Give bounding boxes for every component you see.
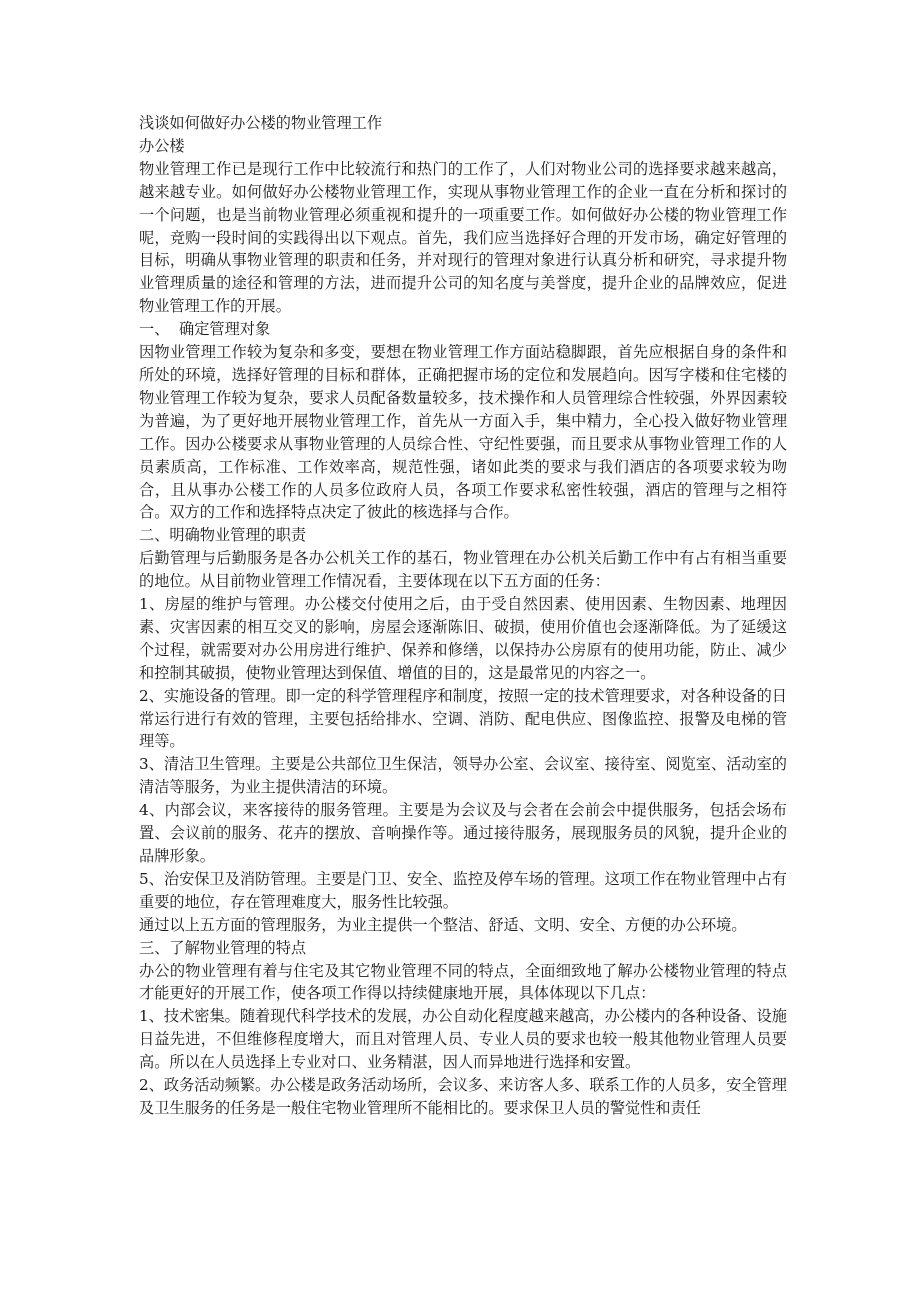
section-3-intro: 办公的物业管理有着与住宅及其它物业管理不同的特点，全面细致地了解办公楼物业管理的特点才能更好的开展工作，使各项工作得以持续健康地开展，具体体现以下几点： xyxy=(139,961,787,1003)
section-3-heading: 三、了解物业管理的特点 xyxy=(139,938,307,957)
section-2-summary: 通过以上五方面的管理服务，为业主提供一个整洁、舒适、文明、安全、方便的办公环境。 xyxy=(139,915,747,934)
section-2-item-1: 1、房屋的维护与管理。办公楼交付使用之后，由于受自然因素、使用因素、生物因素、地理因素、灾害因素的相互交叉的影响，房屋会逐渐陈旧、破损，使用价值也会逐渐降低。为了延缓这个过程，就需要对办公用房进行维护、保养和修缮，以保持办公房原有的使用功能，防止、减少和控制其破损，使物业管理达到保值、增值的目的，这是最常见的内容之一。 xyxy=(139,595,787,682)
section-1-heading: 一、 确定管理对象 xyxy=(139,320,271,339)
section-2-item-5: 5、治安保卫及消防管理。主要是门卫、安全、监控及停车场的管理。这项工作在物业管理中占有重要的地位，存在管理难度大，服务性比较强。 xyxy=(139,869,787,911)
section-1-body: 因物业管理工作较为复杂和多变，要想在物业管理工作方面站稳脚跟，首先应根据自身的条件和所处的环境，选择好管理的目标和群体，正确把握市场的定位和发展趋向。因写字楼和住宅楼的物业管理工作较为复杂，要求人员配备数量较多，技术操作和人员管理综合性较强，外界因素较为普遍，为了更好地开展物业管理工作，首先从一方面入手，集中精力，全心投入做好物业管理工作。因办公楼要求从事物业管理的人员综合性、守纪性要强，而且要求从事物业管理工作的人员素质高，工作标准、工作效率高，规范性强，诸如此类的要求与我们酒店的各项要求较为吻合，且从事办公楼工作的人员多位政府人员，各项工作要求私密性较强，酒店的管理与之相符合。双方的工作和选择特点决定了彼此的核选择与合作。 xyxy=(139,343,787,522)
document-page xyxy=(139,112,787,1120)
section-3-item-1: 1、技术密集。随着现代科学技术的发展，办公自动化程度越来越高，办公楼内的各种设备、设施日益先进，不但维修程度增大，而且对管理人员、专业人员的要求也较一般其他物业管理人员要高。所以在人员选择上专业对口、业务精湛，因人而异地进行选择和安置。 xyxy=(139,1007,787,1072)
section-2-item-3: 3、清洁卫生管理。主要是公共部位卫生保洁，领导办公室、会议室、接待室、阅览室、活动室的清洁等服务，为业主提供清洁的环境。 xyxy=(139,755,787,797)
document-keyword: 办公楼 xyxy=(139,136,185,155)
section-2-heading: 二、明确物业管理的职责 xyxy=(139,526,307,545)
document-title: 浅谈如何做好办公楼的物业管理工作 xyxy=(139,114,382,132)
section-2-item-2: 2、实施设备的管理。即一定的科学管理程序和制度，按照一定的技术管理要求，对各种设备的日常运行进行有效的管理，主要包括给排水、空调、消防、配电供应、图像监控、报警及电梯的管理等。 xyxy=(139,686,787,751)
section-2-item-4: 4、内部会议，来客接待的服务管理。主要是为会议及与会者在会前会中提供服务，包括会场布置、会议前的服务、花卉的摆放、音响操作等。通过接待服务，展现服务员的风貌，提升企业的品牌形象。 xyxy=(139,801,787,865)
intro-paragraph: 物业管理工作已是现行工作中比较流行和热门的工作了，人们对物业公司的选择要求越来越高，越来越专业。如何做好办公楼物业管理工作，实现从事物业管理工作的企业一直在分析和探讨的一个问题，也是当前物业管理必须重视和提升的一项重要工作。如何做好办公楼的物业管理工作呢，竞购一段时间的实践得出以下观点。首先，我们应当选择好合理的开发市场，确定好管理的目标，明确从事物业管理的职责和任务，并对现行的管理对象进行认真分析和研究，寻求提升物业管理质量的途径和管理的方法，进而提升公司的知名度与美誉度，提升企业的品牌效应，促进物业管理工作的开展。 xyxy=(139,159,787,316)
section-2-intro: 后勤管理与后勤服务是各办公机关工作的基石，物业管理在办公机关后勤工作中有占有相当重要的地位。从目前物业管理工作情况看，主要体现在以下五方面的任务： xyxy=(139,549,787,591)
section-3-item-2: 2、政务活动频繁。办公楼是政务活动场所，会议多、来访客人多、联系工作的人员多，安全管理及卫生服务的任务是一般住宅物业管理所不能相比的。要求保卫人员的警觉性和责任 xyxy=(139,1076,787,1117)
